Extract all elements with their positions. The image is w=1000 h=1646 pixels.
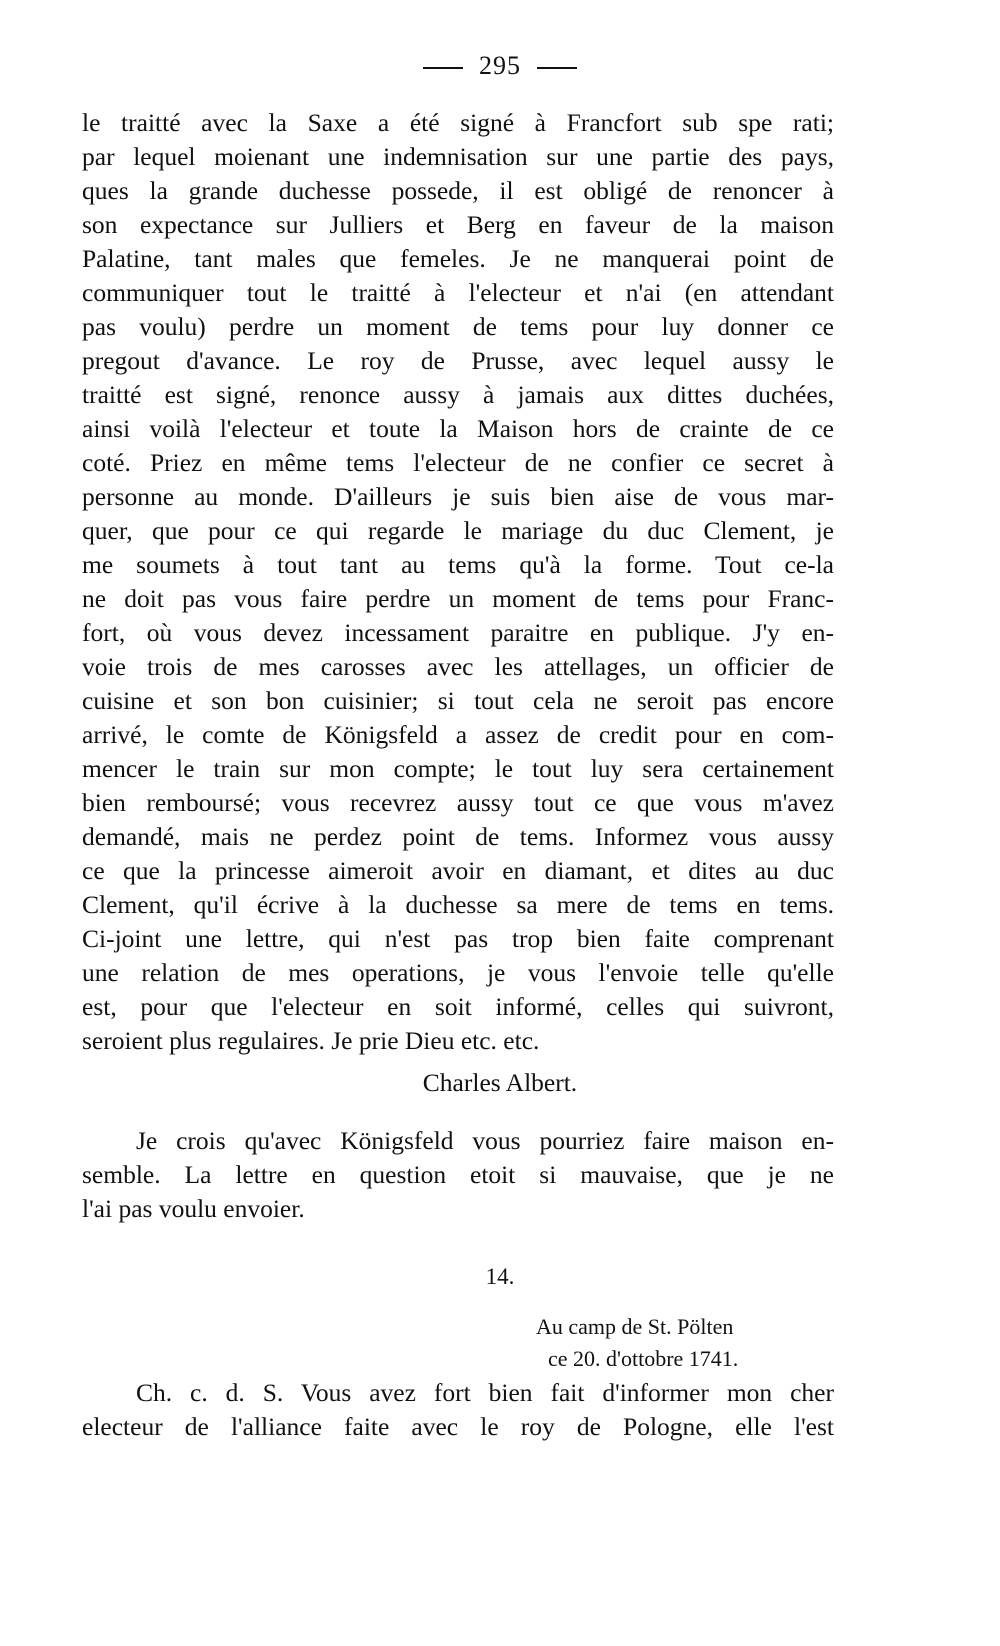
- text-line: me soumets à tout tant au tems qu'à la forme. Tout ce-la: [82, 550, 834, 579]
- text-line: cuisine et son bon cuisinier; si tout cela ne seroit pas encore: [82, 686, 834, 715]
- text-line: Ci-joint une lettre, qui n'est pas trop bien faite comprenant: [82, 924, 834, 953]
- text-line: electeur de l'alliance faite avec le roy de Pologne, elle l'est: [82, 1412, 834, 1441]
- text-line: ainsi voilà l'electeur et toute la Maison hors de crainte de ce: [82, 414, 834, 443]
- text-line: seroient plus regulaires. Je prie Dieu etc. etc.: [82, 1026, 540, 1055]
- text-line: est, pour que l'electeur en soit informé, celles qui suivront,: [82, 992, 834, 1021]
- text-line: ques la grande duchesse possede, il est obligé de renoncer à: [82, 176, 834, 205]
- letter-number: 14.: [485, 1264, 515, 1289]
- text-line: pas voulu) perdre un moment de tems pour luy donner ce: [82, 312, 834, 341]
- text-line: Clement, qu'il écrive à la duchesse sa mere de tems en tems.: [82, 890, 834, 919]
- text-line: son expectance sur Julliers et Berg en faveur de la maison: [82, 210, 834, 239]
- date-line: ce 20. d'ottobre 1741.: [548, 1346, 739, 1371]
- text-line: bien remboursé; vous recevrez aussy tout ce que vous m'avez: [82, 788, 834, 817]
- text-line: arrivé, le comte de Königsfeld a assez de credit pour en com-: [82, 720, 834, 749]
- text-line: Ch. c. d. S. Vous avez fort bien fait d'informer mon cher: [136, 1378, 834, 1407]
- page-number-header: [0, 50, 1000, 82]
- text-line: le traitté avec la Saxe a été signé à Francfort sub spe rati;: [82, 108, 834, 137]
- text-line: quer, que pour ce qui regarde le mariage du duc Clement, je: [82, 516, 834, 545]
- text-line: communiquer tout le traitté à l'electeur et n'ai (en attendant: [82, 278, 834, 307]
- text-line: par lequel moienant une indemnisation sur une partie des pays,: [82, 142, 834, 171]
- dash-right: [537, 67, 577, 69]
- text-line: mencer le train sur mon compte; le tout luy sera certainement: [82, 754, 834, 783]
- dash-left: [423, 67, 463, 69]
- text-line: Palatine, tant males que femeles. Je ne manquerai point de: [82, 244, 834, 273]
- text-line: voie trois de mes carosses avec les attellages, un officier de: [82, 652, 834, 681]
- text-line: demandé, mais ne perdez point de tems. Informez vous aussy: [82, 822, 834, 851]
- text-line: semble. La lettre en question etoit si mauvaise, que je ne: [82, 1160, 834, 1189]
- signature: Charles Albert.: [422, 1068, 578, 1097]
- place-line: Au camp de St. Pölten: [536, 1314, 734, 1339]
- text-line: coté. Priez en même tems l'electeur de ne confier ce secret à: [82, 448, 834, 477]
- text-line: Je crois qu'avec Königsfeld vous pourriez faire maison en-: [136, 1126, 834, 1155]
- text-line: fort, où vous devez incessament paraitre en publique. J'y en-: [82, 618, 834, 647]
- text-line: ce que la princesse aimeroit avoir en diamant, et dites au duc: [82, 856, 834, 885]
- text-line: ne doit pas vous faire perdre un moment de tems pour Franc-: [82, 584, 834, 613]
- text-line: une relation de mes operations, je vous l'envoie telle qu'elle: [82, 958, 834, 987]
- text-line: l'ai pas voulu envoier.: [82, 1194, 305, 1223]
- page-number: 295: [479, 51, 521, 80]
- text-line: pregout d'avance. Le roy de Prusse, avec lequel aussy le: [82, 346, 834, 375]
- text-line: personne au monde. D'ailleurs je suis bien aise de vous mar-: [82, 482, 834, 511]
- text-line: traitté est signé, renonce aussy à jamais aux dittes duchées,: [82, 380, 834, 409]
